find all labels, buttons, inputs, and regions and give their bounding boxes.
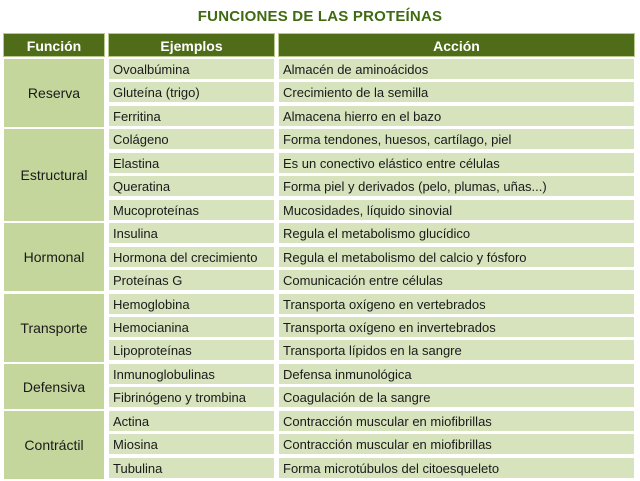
accion-cell: Regula el metabolismo del calcio y fósforo [278, 246, 635, 268]
ejemplo-cell: Proteínas G [108, 269, 275, 291]
ejemplo-cell: Elastina [108, 152, 275, 174]
funcion-cell: Estructural [3, 128, 105, 222]
ejemplo-cell: Hormona del crecimiento [108, 246, 275, 268]
ejemplo-cell: Actina [108, 410, 275, 432]
accion-cell: Transporta oxígeno en invertebrados [278, 316, 635, 338]
accion-cell: Forma piel y derivados (pelo, plumas, uñas...) [278, 175, 635, 197]
accion-cell: Coagulación de la sangre [278, 386, 635, 408]
ejemplo-cell: Ovoalbúmina [108, 58, 275, 80]
page-title: FUNCIONES DE LAS PROTEÍNAS [197, 8, 443, 25]
accion-cell: Es un conectivo elástico entre células [278, 152, 635, 174]
accion-cell: Almacén de aminoácidos [278, 58, 635, 80]
ejemplo-cell: Insulina [108, 222, 275, 244]
header-ejemplos: Ejemplos [108, 33, 275, 57]
ejemplo-cell: Ferritina [108, 105, 275, 127]
accion-cell: Contracción muscular en miofibrillas [278, 410, 635, 432]
accion-cell: Crecimiento de la semilla [278, 81, 635, 103]
ejemplo-cell: Inmunoglobulinas [108, 363, 275, 385]
header-accion: Acción [278, 33, 635, 57]
ejemplo-cell: Queratina [108, 175, 275, 197]
accion-cell: Forma tendones, huesos, cartílago, piel [278, 128, 635, 150]
funcion-cell: Reserva [3, 58, 105, 128]
accion-cell: Mucosidades, líquido sinovial [278, 199, 635, 221]
accion-cell: Forma microtúbulos del citoesqueleto [278, 457, 635, 479]
accion-cell: Transporta oxígeno en vertebrados [278, 293, 635, 315]
accion-cell: Comunicación entre células [278, 269, 635, 291]
ejemplo-cell: Gluteína (trigo) [108, 81, 275, 103]
header-funcion: Función [3, 33, 105, 57]
funcion-cell: Contráctil [3, 410, 105, 480]
funcion-cell: Defensiva [3, 363, 105, 410]
ejemplo-cell: Miosina [108, 433, 275, 455]
accion-cell: Almacena hierro en el bazo [278, 105, 635, 127]
ejemplo-cell: Fibrinógeno y trombina [108, 386, 275, 408]
funcion-cell: Transporte [3, 293, 105, 363]
ejemplo-cell: Hemocianina [108, 316, 275, 338]
ejemplo-cell: Colágeno [108, 128, 275, 150]
accion-cell: Regula el metabolismo glucídico [278, 222, 635, 244]
ejemplo-cell: Tubulina [108, 457, 275, 479]
ejemplo-cell: Hemoglobina [108, 293, 275, 315]
ejemplo-cell: Lipoproteínas [108, 339, 275, 361]
accion-cell: Transporta lípidos en la sangre [278, 339, 635, 361]
funcion-cell: Hormonal [3, 222, 105, 292]
accion-cell: Defensa inmunológica [278, 363, 635, 385]
accion-cell: Contracción muscular en miofibrillas [278, 433, 635, 455]
ejemplo-cell: Mucoproteínas [108, 199, 275, 221]
